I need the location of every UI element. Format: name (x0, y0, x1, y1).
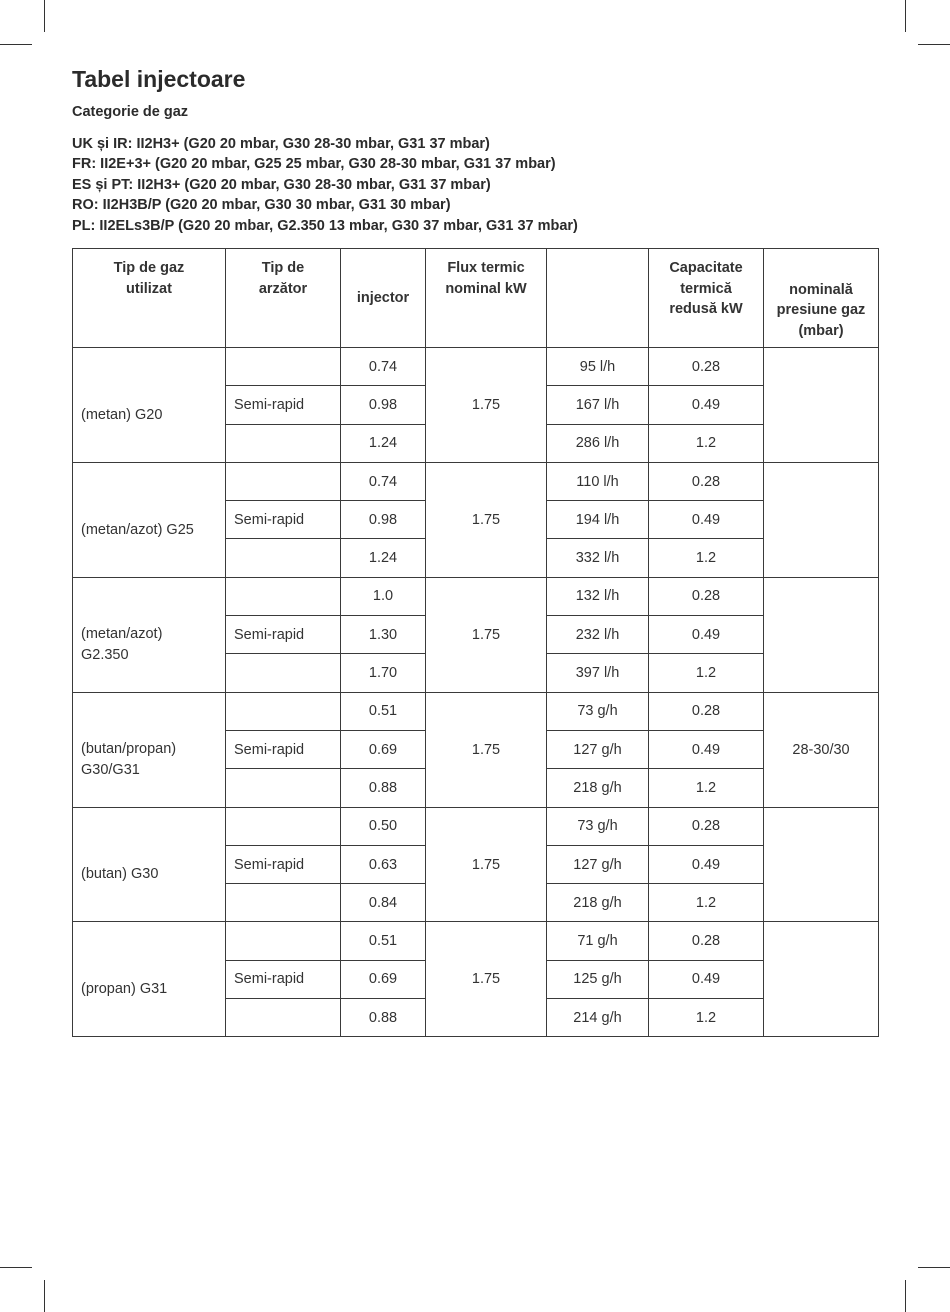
header-gas-type: Tip de gaz utilizat (73, 249, 226, 348)
reduced-capacity-cell: 1.2 (649, 654, 764, 692)
flow-cell: 125 g/h (547, 960, 649, 998)
reduced-capacity-cell: 0.49 (649, 386, 764, 424)
page-title: Tabel injectoare (72, 66, 246, 92)
gas-category-heading: Categorie de gaz (72, 104, 189, 120)
crop-mark (905, 0, 906, 32)
gas-type-cell (73, 922, 226, 1037)
injector-cell: 0.51 (341, 692, 426, 730)
burner-type-cell (226, 539, 341, 577)
burner-type-cell (226, 922, 341, 960)
nominal-flux-cell (426, 922, 547, 960)
table-header-row (73, 249, 879, 348)
reduced-capacity-cell: 0.49 (649, 501, 764, 539)
flow-cell: 218 g/h (547, 769, 649, 807)
flow-cell: 71 g/h (547, 922, 649, 960)
nominal-flux-cell: 1.75 (426, 845, 547, 883)
gas-type-cell (73, 462, 226, 577)
nominal-flux-cell: 1.75 (426, 501, 547, 539)
burner-type-cell (226, 769, 341, 807)
pressure-cell: 28-30/30 (764, 692, 879, 807)
injector-cell: 1.30 (341, 616, 426, 654)
table-row (73, 577, 879, 615)
burner-type-cell (226, 462, 341, 500)
flow-cell: 332 l/h (547, 539, 649, 577)
reduced-capacity-cell: 0.49 (649, 616, 764, 654)
nominal-flux-cell: 1.75 (426, 730, 547, 768)
injector-cell: 1.70 (341, 654, 426, 692)
table-row (73, 807, 879, 845)
gas-type-label: (metan) G20 (81, 406, 163, 423)
nominal-flux-cell (426, 769, 547, 807)
reduced-capacity-cell: 0.28 (649, 692, 764, 730)
reduced-capacity-cell: 1.2 (649, 424, 764, 462)
reduced-capacity-cell: 1.2 (649, 884, 764, 922)
injector-cell: 1.24 (341, 539, 426, 577)
burner-type-cell (226, 999, 341, 1037)
gas-category-item: RO: II2H3B/P (G20 20 mbar, G30 30 mbar, G31 30 mbar) (72, 197, 451, 214)
nominal-flux-cell (426, 999, 547, 1037)
gas-type-cell (73, 807, 226, 922)
header-reduced-capacity: Capacitate termică redusă kW (649, 249, 764, 348)
flow-cell: 127 g/h (547, 730, 649, 768)
reduced-capacity-cell: 0.28 (649, 462, 764, 500)
header-flow (547, 249, 649, 348)
injector-cell: 0.88 (341, 999, 426, 1037)
injector-cell: 0.74 (341, 462, 426, 500)
flow-cell: 232 l/h (547, 616, 649, 654)
reduced-capacity-cell: 0.49 (649, 960, 764, 998)
gas-type-cell (73, 577, 226, 692)
flow-cell: 95 l/h (547, 348, 649, 386)
table-body (73, 348, 879, 1037)
gas-type-label: (butan/propan) G30/G31 (81, 741, 177, 778)
crop-mark (905, 1280, 906, 1312)
flow-cell: 194 l/h (547, 501, 649, 539)
injector-cell: 0.98 (341, 501, 426, 539)
reduced-capacity-cell: 1.2 (649, 999, 764, 1037)
crop-mark (0, 44, 32, 45)
gas-category-item: ES și PT: II2H3+ (G20 20 mbar, G30 28-30 mbar, G31 37 mbar) (72, 176, 491, 193)
flow-cell: 127 g/h (547, 845, 649, 883)
flow-cell: 286 l/h (547, 424, 649, 462)
table-row (73, 462, 879, 500)
nominal-flux-cell (426, 539, 547, 577)
gas-category-item: PL: II2ELs3B/P (G20 20 mbar, G2.350 13 mbar, G30 37 mbar, G31 37 mbar) (72, 217, 578, 234)
gas-category-list (72, 134, 578, 236)
header-pressure: nominală presiune gaz (mbar) (764, 249, 879, 348)
injector-table (72, 248, 879, 1037)
injector-cell: 0.51 (341, 922, 426, 960)
injector-cell: 0.98 (341, 386, 426, 424)
burner-type-cell: Semi-rapid (226, 501, 341, 539)
gas-category-item: FR: II2E+3+ (G20 20 mbar, G25 25 mbar, G30 28-30 mbar, G31 37 mbar) (72, 156, 556, 173)
nominal-flux-cell (426, 654, 547, 692)
nominal-flux-cell (426, 577, 547, 615)
burner-type-cell (226, 348, 341, 386)
burner-type-cell (226, 654, 341, 692)
flow-cell: 73 g/h (547, 692, 649, 730)
injector-cell: 1.24 (341, 424, 426, 462)
burner-type-cell (226, 884, 341, 922)
pressure-cell (764, 922, 879, 1037)
pressure-cell (764, 577, 879, 692)
burner-type-cell (226, 807, 341, 845)
flow-cell: 397 l/h (547, 654, 649, 692)
gas-type-label: (metan/azot) G25 (81, 521, 194, 538)
crop-mark (918, 1267, 950, 1268)
gas-category-item: UK și IR: II2H3+ (G20 20 mbar, G30 28-30 mbar, G31 37 mbar) (72, 136, 490, 152)
nominal-flux-cell: 1.75 (426, 386, 547, 424)
burner-type-cell: Semi-rapid (226, 845, 341, 883)
reduced-capacity-cell: 0.28 (649, 348, 764, 386)
gas-type-cell (73, 348, 226, 463)
reduced-capacity-cell: 0.28 (649, 577, 764, 615)
table-row (73, 348, 879, 386)
flow-cell: 167 l/h (547, 386, 649, 424)
burner-type-cell: Semi-rapid (226, 960, 341, 998)
crop-mark (0, 1267, 32, 1268)
flow-cell: 218 g/h (547, 884, 649, 922)
burner-type-cell: Semi-rapid (226, 386, 341, 424)
reduced-capacity-cell: 0.49 (649, 730, 764, 768)
reduced-capacity-cell: 0.28 (649, 922, 764, 960)
gas-type-label: (propan) G31 (81, 981, 168, 998)
gas-type-cell (73, 692, 226, 807)
injector-cell: 0.69 (341, 730, 426, 768)
reduced-capacity-cell: 0.28 (649, 807, 764, 845)
burner-type-cell: Semi-rapid (226, 616, 341, 654)
burner-type-cell (226, 424, 341, 462)
flow-cell: 73 g/h (547, 807, 649, 845)
nominal-flux-cell (426, 692, 547, 730)
injector-cell: 0.69 (341, 960, 426, 998)
injector-cell: 0.88 (341, 769, 426, 807)
table-row (73, 692, 879, 730)
crop-mark (918, 44, 950, 45)
injector-cell: 0.74 (341, 348, 426, 386)
crop-mark (44, 0, 45, 32)
reduced-capacity-cell: 1.2 (649, 769, 764, 807)
nominal-flux-cell: 1.75 (426, 960, 547, 998)
flow-cell: 214 g/h (547, 999, 649, 1037)
nominal-flux-cell (426, 462, 547, 500)
injector-cell: 0.84 (341, 884, 426, 922)
injector-cell: 0.50 (341, 807, 426, 845)
table-row (73, 922, 879, 960)
pressure-cell (764, 807, 879, 922)
nominal-flux-cell: 1.75 (426, 616, 547, 654)
nominal-flux-cell (426, 807, 547, 845)
flow-cell: 110 l/h (547, 462, 649, 500)
reduced-capacity-cell: 0.49 (649, 845, 764, 883)
header-burner-type: Tip de arzător (226, 249, 341, 348)
nominal-flux-cell (426, 424, 547, 462)
crop-mark (44, 1280, 45, 1312)
nominal-flux-cell (426, 884, 547, 922)
burner-type-cell: Semi-rapid (226, 730, 341, 768)
header-injector: injector (341, 249, 426, 348)
injector-cell: 1.0 (341, 577, 426, 615)
pressure-cell (764, 462, 879, 577)
burner-type-cell (226, 692, 341, 730)
reduced-capacity-cell: 1.2 (649, 539, 764, 577)
gas-type-label: (butan) G30 (81, 866, 159, 883)
pressure-cell (764, 348, 879, 463)
gas-type-label: (metan/azot) G2.350 (81, 626, 163, 663)
nominal-flux-cell (426, 348, 547, 386)
injector-cell: 0.63 (341, 845, 426, 883)
burner-type-cell (226, 577, 341, 615)
header-nominal-flux: Flux termic nominal kW (426, 249, 547, 348)
flow-cell: 132 l/h (547, 577, 649, 615)
